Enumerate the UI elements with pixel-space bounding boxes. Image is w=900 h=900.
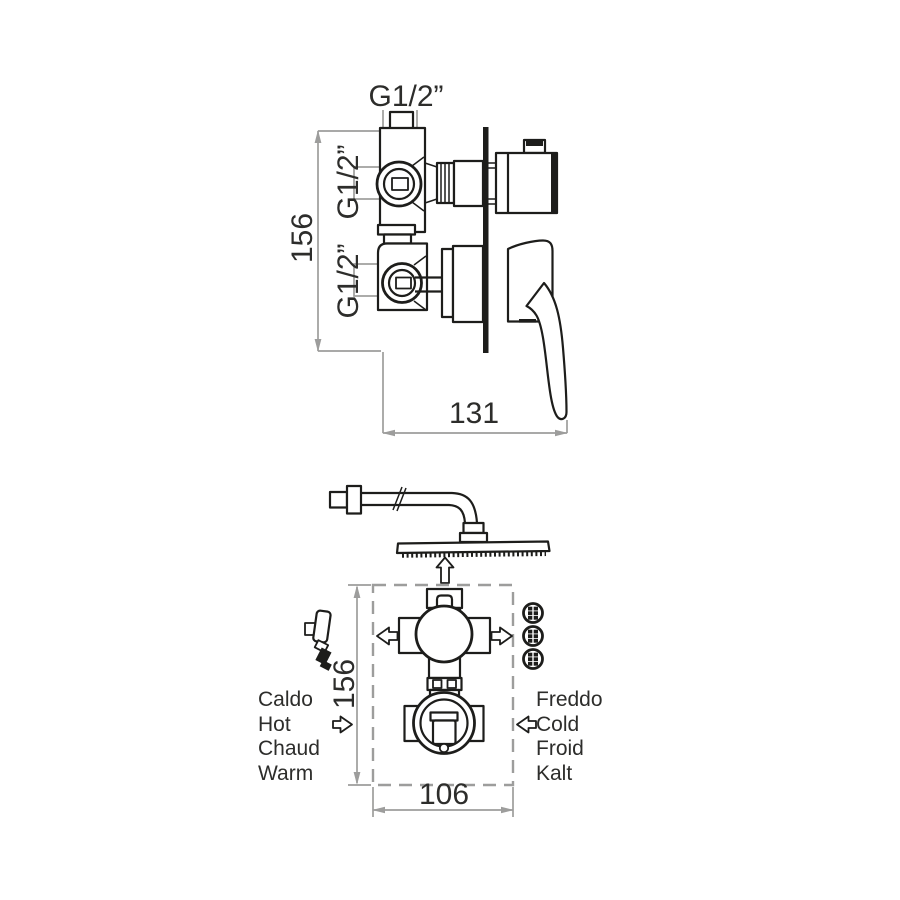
overhead-shower-icon bbox=[330, 486, 550, 556]
valve-front-view bbox=[377, 589, 512, 754]
thermostat-dial bbox=[416, 606, 472, 662]
dim-height-side-view: 156 bbox=[286, 212, 319, 264]
up-arrow-icon bbox=[437, 558, 454, 584]
dim-width-installation: 106 bbox=[418, 778, 470, 811]
hot-label-en: Hot bbox=[258, 712, 291, 736]
cold-label-it: Freddo bbox=[536, 688, 603, 711]
dim-depth-side-view: 131 bbox=[448, 397, 500, 430]
wall-line bbox=[483, 127, 489, 353]
hot-label-de: Warm bbox=[258, 761, 314, 785]
valve-body-side bbox=[377, 112, 483, 322]
right-arrow-icon bbox=[492, 628, 513, 645]
lever-handle bbox=[508, 241, 567, 420]
hot-label-it: Caldo bbox=[258, 688, 313, 711]
cold-water-labels bbox=[536, 688, 603, 786]
spray-pattern-icons bbox=[524, 604, 543, 669]
thread-label-upper-port: G1/2” bbox=[332, 144, 365, 220]
diverter-knob bbox=[489, 140, 558, 213]
cold-inlet-left-arrow-icon bbox=[517, 717, 536, 733]
left-arrow-icon bbox=[377, 628, 398, 645]
cold-label-fr: Froid bbox=[536, 737, 584, 761]
dim-height-installation: 156 bbox=[328, 658, 361, 710]
thread-label-lower-port: G1/2” bbox=[332, 243, 365, 319]
cold-label-en: Cold bbox=[536, 712, 580, 736]
cold-label-de: Kalt bbox=[536, 761, 573, 785]
hot-water-labels bbox=[258, 688, 320, 786]
thread-label-top: G1/2” bbox=[368, 80, 444, 113]
hot-label-fr: Chaud bbox=[258, 737, 320, 761]
